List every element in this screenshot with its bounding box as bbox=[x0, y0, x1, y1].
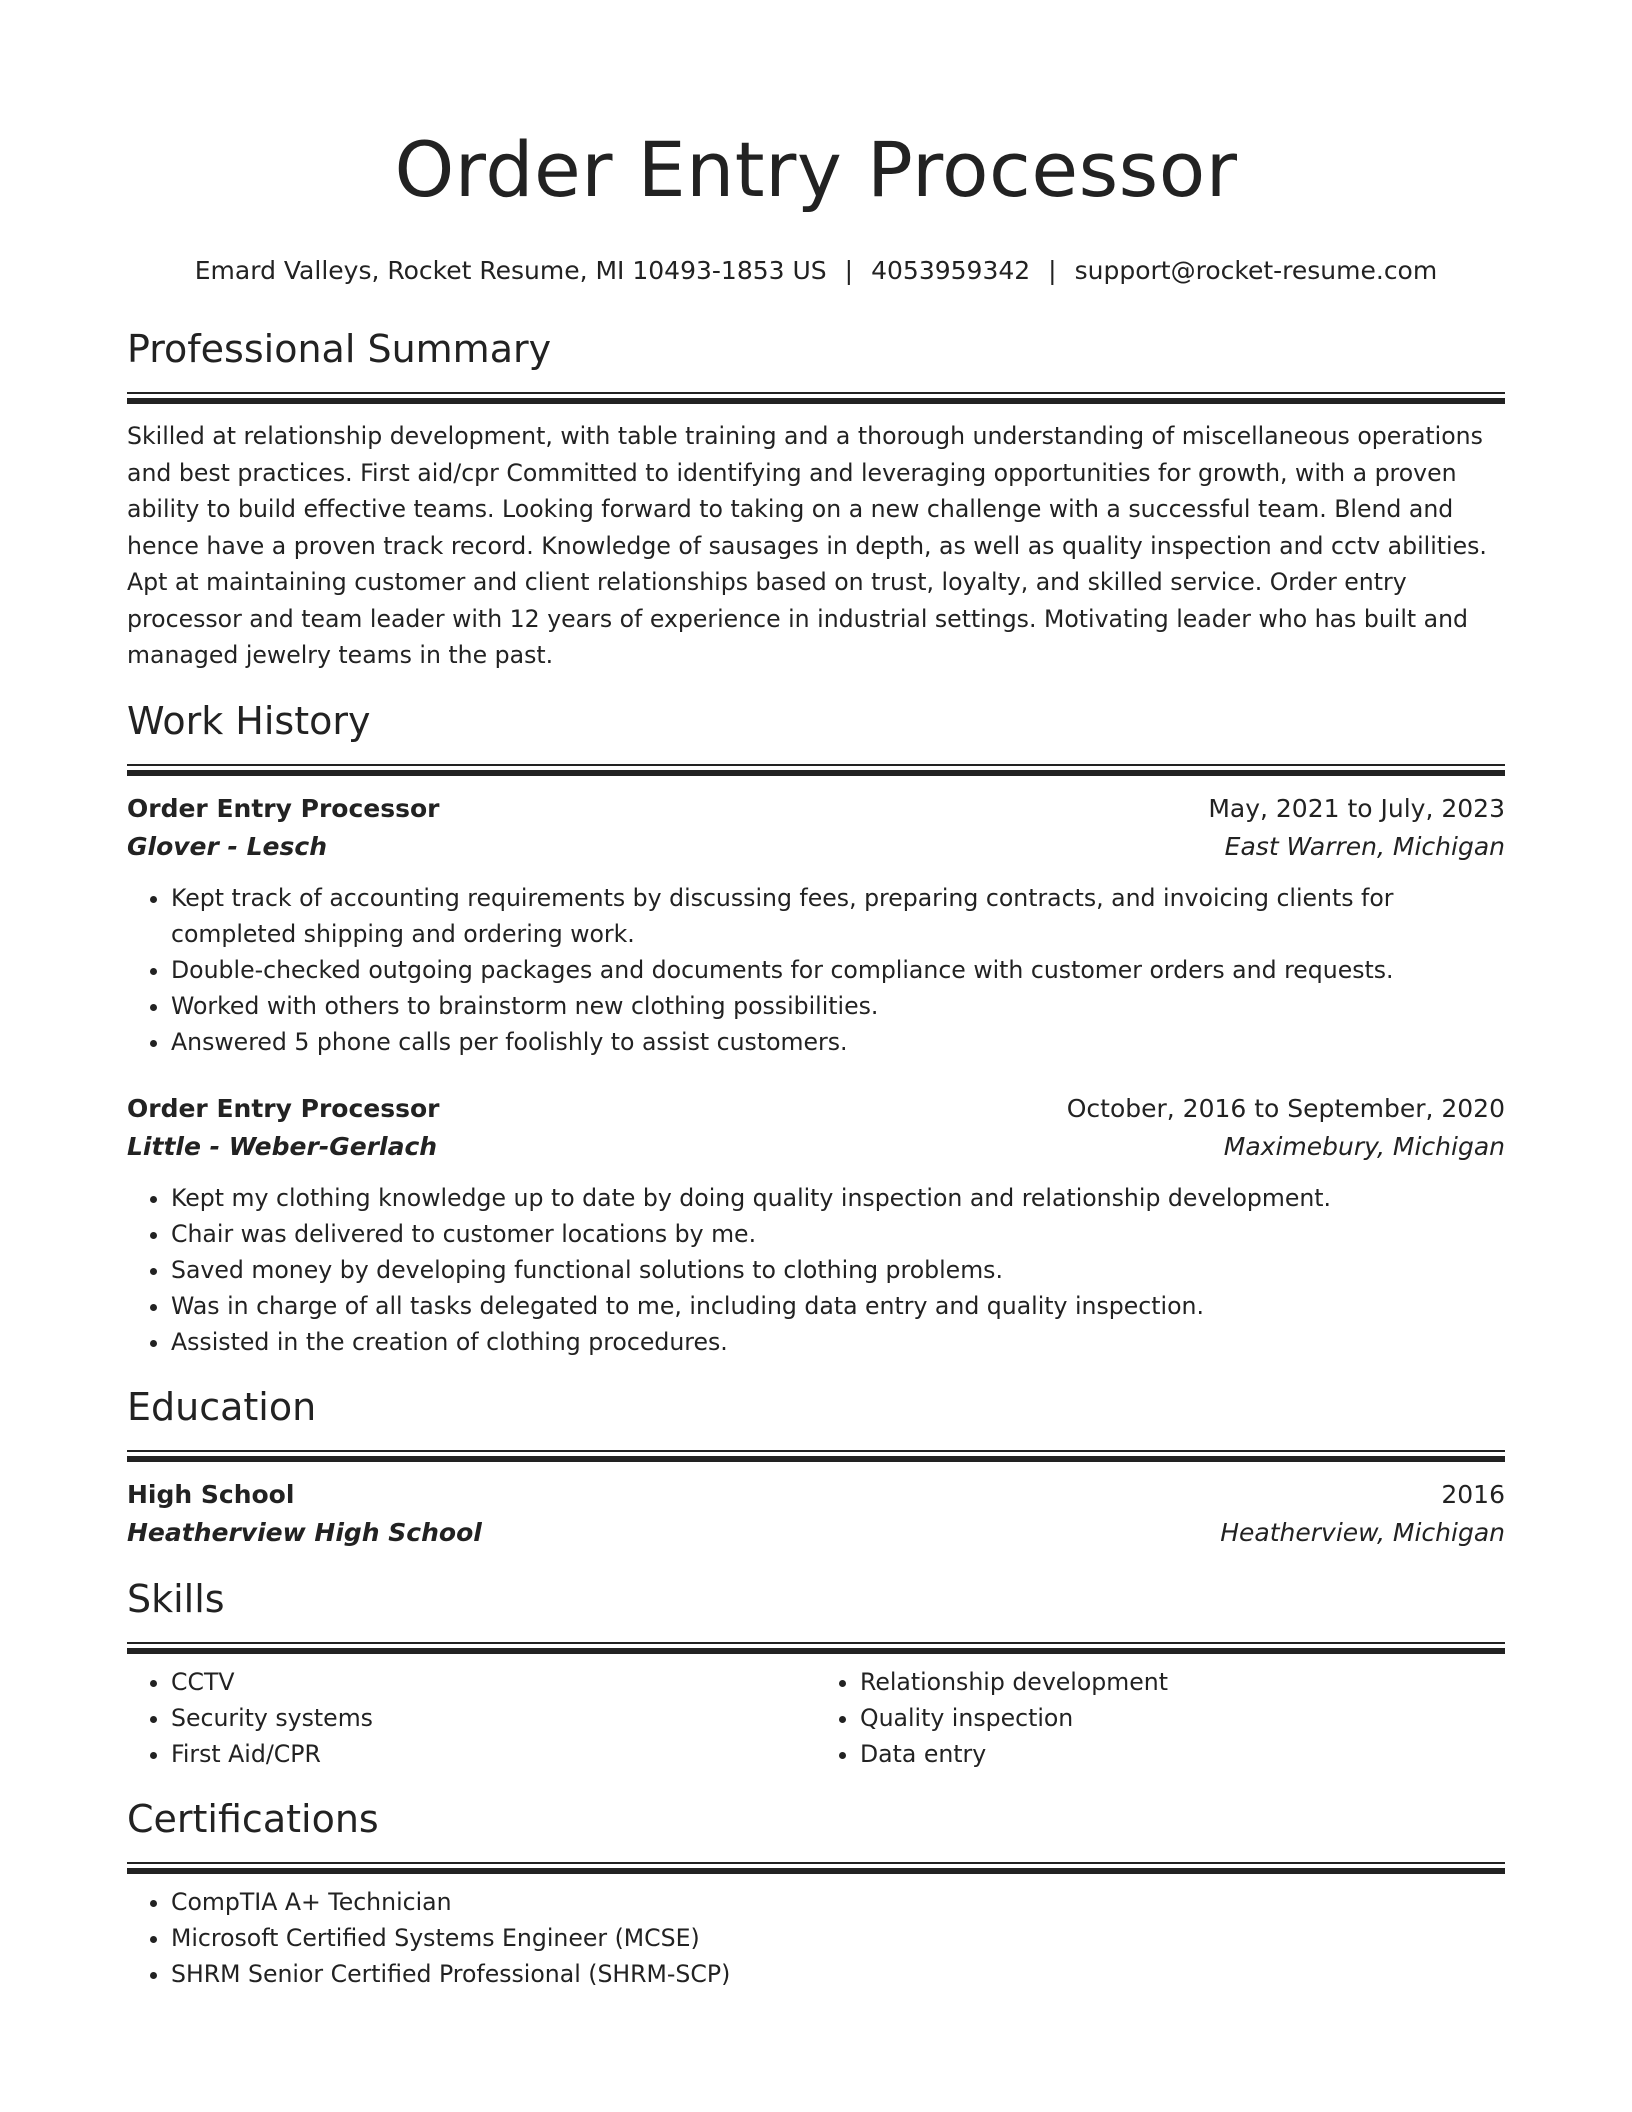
job-location: Maximebury, Michigan bbox=[1223, 1131, 1505, 1161]
certification-item: • SHRM Senior Certified Professional (SHRM-SCP) bbox=[171, 1956, 1505, 1992]
contact-phone: 4053959342 bbox=[871, 256, 1031, 285]
section-divider bbox=[127, 1642, 1505, 1654]
skill-item: • First Aid/CPR bbox=[171, 1736, 816, 1772]
job-bullet: • Kept track of accounting requirements by discussing fees, preparing contracts, and invoicing clients for completed shipping and ordering work. bbox=[171, 880, 1505, 952]
candidate-name: Order Entry Processor bbox=[394, 125, 1238, 214]
section-title-skills: Skills bbox=[127, 1576, 225, 1621]
job-title: Order Entry Processor bbox=[127, 793, 440, 823]
summary-section bbox=[127, 324, 1505, 674]
certification-item: • Microsoft Certified Systems Engineer (MCSE) bbox=[171, 1920, 1505, 1956]
job-bullet-list bbox=[127, 880, 1505, 1060]
job-dates: May, 2021 to July, 2023 bbox=[1208, 793, 1505, 823]
job-bullet: • Was in charge of all tasks delegated to me, including data entry and quality inspection. bbox=[171, 1288, 1505, 1324]
job-bullet: • Worked with others to brainstorm new clothing possibilities. bbox=[171, 988, 1505, 1024]
job-title: Order Entry Processor bbox=[127, 1093, 440, 1123]
job-bullet: • Double-checked outgoing packages and documents for compliance with customer orders and requests. bbox=[171, 952, 1505, 988]
job-header-row bbox=[127, 1090, 1505, 1128]
job-header-row bbox=[127, 790, 1505, 828]
section-divider bbox=[127, 392, 1505, 404]
job-company-row bbox=[127, 828, 1505, 866]
job-dates: October, 2016 to September, 2020 bbox=[1066, 1093, 1505, 1123]
job-company-row bbox=[127, 1128, 1505, 1166]
section-title-work: Work History bbox=[127, 698, 371, 743]
skill-item: • Security systems bbox=[171, 1700, 816, 1736]
skill-item: • Relationship development bbox=[860, 1664, 1505, 1700]
job-bullet: • Kept my clothing knowledge up to date by doing quality inspection and relationship development. bbox=[171, 1180, 1505, 1216]
certifications-list bbox=[127, 1884, 1505, 1992]
section-divider bbox=[127, 1450, 1505, 1462]
certifications-section bbox=[127, 1794, 1505, 1992]
education-header-row bbox=[127, 1476, 1505, 1514]
section-title-certifications: Certifications bbox=[127, 1796, 379, 1841]
job-location: East Warren, Michigan bbox=[1224, 831, 1505, 861]
work-history-section bbox=[127, 696, 1505, 1360]
contact-email: support@rocket-resume.com bbox=[1074, 256, 1438, 285]
section-divider bbox=[127, 764, 1505, 776]
education-school-row bbox=[127, 1514, 1505, 1552]
section-title-summary: Professional Summary bbox=[127, 327, 552, 371]
job-entry bbox=[127, 790, 1505, 1060]
contact-separator: | bbox=[844, 256, 854, 285]
section-divider bbox=[127, 1862, 1505, 1874]
education-degree: High School bbox=[127, 1479, 295, 1509]
skills-list-left bbox=[127, 1664, 816, 1772]
education-year: 2016 bbox=[1441, 1479, 1505, 1509]
summary-text: Skilled at relationship development, with table training and a thorough understanding of miscellaneous operations and best practices. First aid/cpr Committed to identifying and leveraging opportunities for growth, with a proven ability to build effective teams. Looking forward to taking on a new challenge with a successful team. Blend and hence have a proven track record. Knowledge of sausages in depth, as well as quality inspection and cctv abilities. Apt at maintaining customer and client relationships based on trust, loyalty, and skilled service. Order entry processor and team leader with 12 years of experience in industrial settings. Motivating leader who has built and managed jewelry teams in the past. bbox=[127, 422, 1487, 669]
job-entry bbox=[127, 1090, 1505, 1360]
skill-item: • CCTV bbox=[171, 1664, 816, 1700]
job-company: Little - Weber-Gerlach bbox=[127, 1131, 438, 1161]
education-school: Heatherview High School bbox=[127, 1517, 482, 1547]
skills-grid bbox=[127, 1664, 1505, 1772]
section-title-education: Education bbox=[127, 1384, 317, 1429]
contact-address: Emard Valleys, Rocket Resume, MI 10493-1853 US bbox=[194, 256, 827, 285]
job-bullet: • Chair was delivered to customer locations by me. bbox=[171, 1216, 1505, 1252]
job-company: Glover - Lesch bbox=[127, 831, 328, 861]
skill-item: • Quality inspection bbox=[860, 1700, 1505, 1736]
education-section bbox=[127, 1382, 1505, 1552]
job-bullet: • Saved money by developing functional solutions to clothing problems. bbox=[171, 1252, 1505, 1288]
skill-item: • Data entry bbox=[860, 1736, 1505, 1772]
certification-item: • CompTIA A+ Technician bbox=[171, 1884, 1505, 1920]
contact-separator: | bbox=[1048, 256, 1057, 285]
job-bullet: • Answered 5 phone calls per foolishly to assist customers. bbox=[171, 1024, 1505, 1060]
contact-line bbox=[127, 254, 1505, 288]
job-bullet-list bbox=[127, 1180, 1505, 1360]
skills-list-right bbox=[816, 1664, 1505, 1772]
education-location: Heatherview, Michigan bbox=[1220, 1517, 1505, 1547]
skills-section bbox=[127, 1574, 1505, 1772]
job-bullet: • Assisted in the creation of clothing procedures. bbox=[171, 1324, 1505, 1360]
